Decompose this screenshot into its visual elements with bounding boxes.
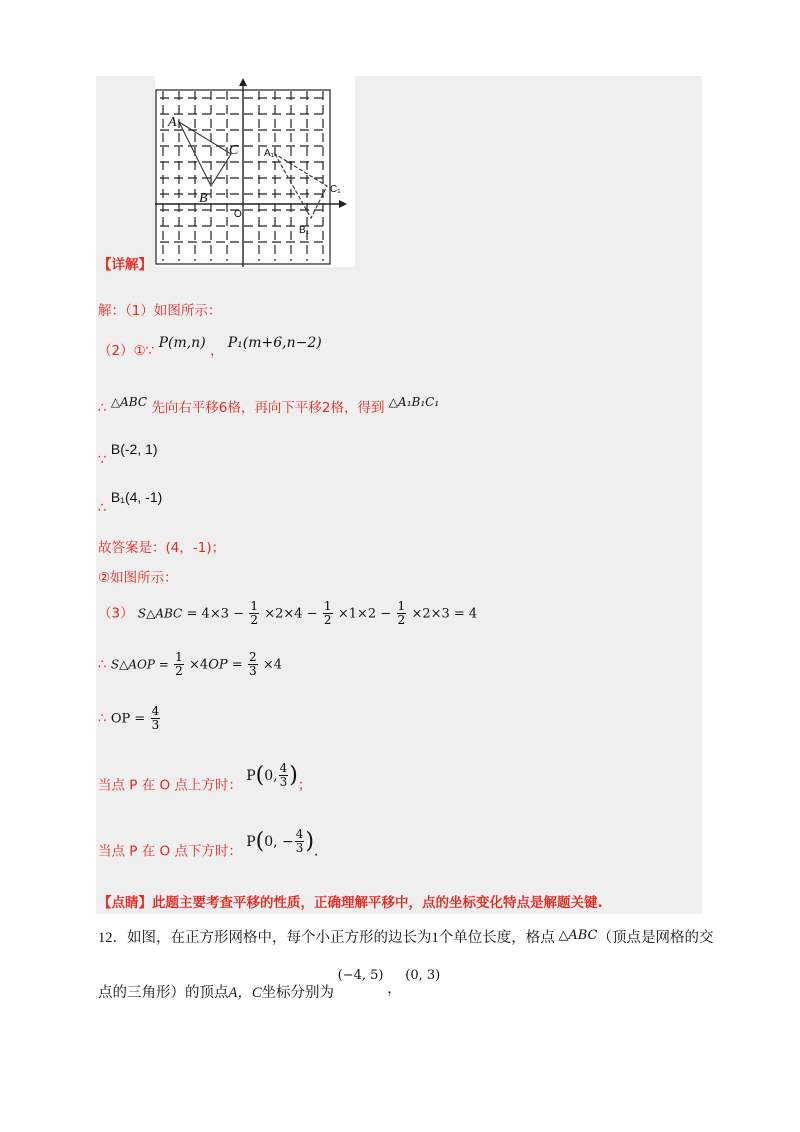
line3-text: 先向右平移6格，再向下平移2格，得到: [151, 400, 385, 416]
p12-coord-c: (0, 3): [405, 968, 441, 983]
vertex-C1-label: C₁: [330, 184, 341, 195]
p12-line1-suffix: （顶点是网格的交: [597, 930, 714, 946]
p12-line1-prefix: 12．如图，在正方形网格中，每个小正方形的边长为: [98, 930, 432, 946]
detail-header: 【详解】: [98, 257, 152, 273]
line2-separator: ，: [209, 343, 224, 359]
line12-text: 当点 P 在 O 点下方时：: [98, 843, 242, 860]
solution-line-10: [98, 705, 161, 732]
p12-unit-number: 1: [431, 930, 439, 946]
solution-line-11: 当点 P 在 O 点上方时： P(0, $\frac{4}{3}$ )；: [98, 761, 312, 794]
line4-point-b: B(-2, 1): [110, 441, 158, 457]
line8-term-3: ×1×2 −: [337, 606, 392, 622]
problem12-line1: [98, 926, 714, 947]
line3-prefix: ∴: [98, 400, 107, 416]
solution-line-3: [98, 393, 439, 417]
coordinate-grid-figure: [155, 76, 355, 267]
line9-middle: ×4OP =: [189, 657, 243, 673]
solution-line-5: [98, 488, 162, 517]
line2-point-p: P(m,n): [158, 335, 206, 351]
fraction-one-half-c: $\frac{1}{2}$: [397, 599, 406, 627]
solution-line-7: ②如图所示：: [98, 570, 178, 586]
line8-term-2: ×2×4 −: [264, 606, 318, 622]
vertex-B1-label: B₁: [299, 225, 310, 236]
line9-area-aop: S△AOP =: [110, 657, 169, 672]
p12-line2-suffix: 坐标分别为: [261, 985, 335, 1001]
solution-line-1: 解：（1）如图所示：: [98, 303, 222, 319]
line2-prefix: （2）①∵: [98, 343, 155, 359]
comment-line: 【点睛】此题主要考查平移的性质，正确理解平移中，点的坐标变化特点是解题关键.: [98, 895, 603, 911]
p12-coord-a: (−4, 5): [337, 968, 384, 983]
solution-line-2: [98, 334, 322, 360]
problem12-line2: [98, 968, 440, 1002]
line9-end: ×4: [262, 657, 283, 673]
line3-triangle-abc: △ABC: [110, 395, 148, 409]
line11-text: 当点 P 在 O 点上方时：: [98, 777, 242, 794]
vertex-B-label: B: [199, 191, 208, 206]
solution-line-12: 当点 P 在 O 点下方时： P(0, − $\frac{4}{3}$ ).: [98, 827, 319, 860]
line3-triangle-a1b1c1: △A₁B₁C₁: [388, 395, 440, 409]
line5-prefix: ∴: [98, 500, 107, 516]
p12-vertices-ac: A，C: [228, 985, 262, 1001]
vertex-A1-label: A₁: [264, 148, 275, 159]
line2-point-p1: P₁(m+6,n−2): [227, 335, 322, 351]
fraction-one-half-d: $\frac{1}{2}$: [175, 650, 183, 678]
fraction-four-thirds: $\frac{4}{3}$: [151, 704, 160, 732]
grid-svg: [155, 76, 355, 267]
line10-op: OP =: [110, 711, 146, 727]
line8-prefix: （3）: [98, 605, 134, 622]
line8-area-abc: S△ABC: [137, 606, 183, 621]
line11-point: P(0, $\frac{4}{3}$ ): [246, 761, 298, 789]
line8-term-4: ×2×3 = 4: [411, 606, 478, 622]
line8-rhs-start: = 4×3 −: [186, 606, 245, 622]
solution-line-8: [98, 600, 477, 627]
line4-prefix: ∵: [98, 452, 107, 468]
solution-line-4: [98, 440, 158, 469]
p12-line2-text: 点的三角形）的顶点: [98, 985, 229, 1001]
fraction-two-thirds: $\frac{2}{3}$: [248, 650, 257, 678]
p12-triangle-abc: △ABC: [558, 928, 598, 943]
solution-line-6: 故答案是：(4，-1)；: [98, 540, 226, 556]
line12-point: P(0, − $\frac{4}{3}$ ): [246, 827, 315, 855]
vertex-A-label: A: [168, 115, 177, 130]
fraction-one-half-b: $\frac{1}{2}$: [323, 599, 332, 627]
origin-label: O: [234, 209, 242, 220]
p12-comma: ，: [387, 981, 402, 997]
p12-line1-mid: 个单位长度，格点: [438, 930, 555, 946]
vertex-C-label: C: [229, 143, 239, 158]
fraction-one-half-a: $\frac{1}{2}$: [250, 599, 258, 627]
line5-point-b1: B₁(4, -1): [110, 489, 163, 505]
line10-prefix: ∴: [98, 710, 107, 727]
line9-prefix: ∴: [98, 656, 107, 673]
solution-line-9: [98, 651, 282, 678]
